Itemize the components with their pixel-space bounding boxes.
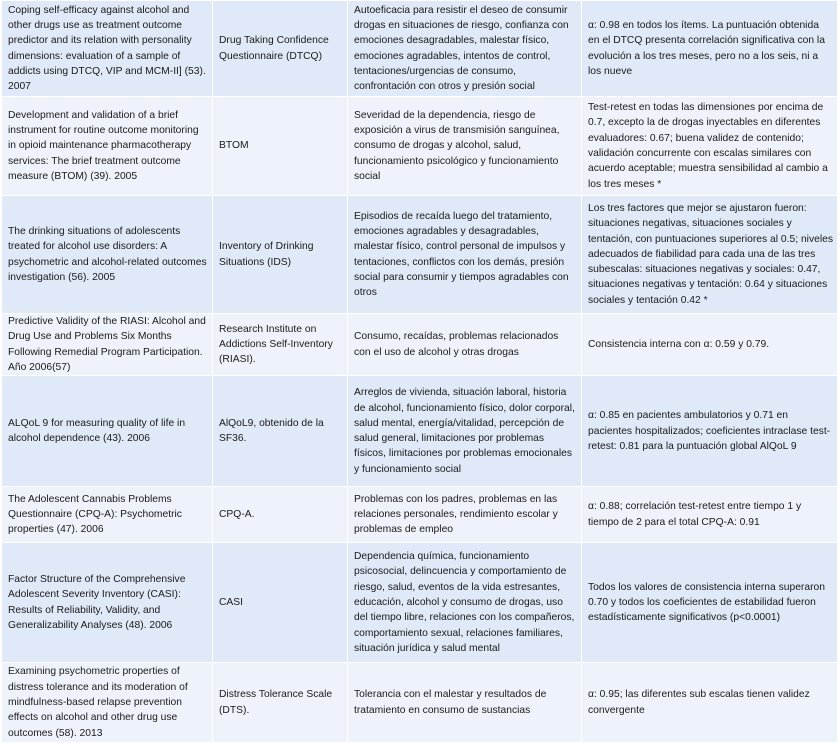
dimensions-cell: Autoeficacia para resistir el deseo de consumir drogas en situaciones de riesgo, confianza con emociones desagradables, malestar físico, emociones agradables, intentos de control, tentaciones/urgencias de consumo, confrontación con otros y presión social [348, 1, 582, 97]
study-cell: Development and validation of a brief instrument for routine outcome monitoring in opioid maintenance pharmacotherapy services: The brief treatment outcome measure (BTOM) (39). 2005 [2, 97, 213, 196]
table-row [2, 196, 838, 314]
table-row [2, 663, 838, 743]
table-row [2, 1, 838, 97]
dimensions-cell: Tolerancia con el malestar y resultados de tratamiento en consumo de sustancias [348, 663, 582, 743]
study-cell: Examining psychometric properties of distress tolerance and its moderation of mindfulness-based relapse prevention effects on alcohol and other drug use outcomes (58). 2013 [2, 663, 213, 743]
table-row [2, 376, 838, 487]
results-cell: α: 0.85 en pacientes ambulatorios y 0.71 en pacientes hospitalizados; coeficientes intraclase test-retest: 0.81 para la puntuación global AlQoL 9 [582, 376, 838, 487]
instrument-cell: Inventory of Drinking Situations (IDS) [213, 196, 348, 314]
study-cell: The drinking situations of adolescents treated for alcohol use disorders: A psychometric and alcohol-related outcomes investigation (56). 2005 [2, 196, 213, 314]
dimensions-cell: Problemas con los padres, problemas en las relaciones personales, rendimiento escolar y problemas de empleo [348, 487, 582, 543]
study-cell: Factor Structure of the Comprehensive Adolescent Severity Inventory (CASI): Results of Reliability, Validity, and Generalizability Analyses (48). 2006 [2, 543, 213, 663]
results-cell: α: 0.98 en todos los ítems. La puntuación obtenida en el DTCQ presenta correlación significativa con la evolución a los tres meses, pero no a los seis, ni a los nueve [582, 1, 838, 97]
results-cell: Todos los valores de consistencia interna superaron 0.70 y todos los coeficientes de estabilidad fueron estadísticamente significativos (p<0.0001) [582, 543, 838, 663]
results-cell: Test-retest en todas las dimensiones por encima de 0.7, excepto la de drogas inyectables en diferentes evaluadores: 0.67; buena validez de contenido; validación concurrente con escalas similares con acuerdo aceptable; muestra sensibilidad al cambio a los tres meses * [582, 97, 838, 196]
instrument-cell: Distress Tolerance Scale (DTS). [213, 663, 348, 743]
instrument-cell: BTOM [213, 97, 348, 196]
results-cell: Consistencia interna con α: 0.59 y 0.79. [582, 314, 838, 376]
dimensions-cell: Dependencia química, funcionamiento psicosocial, delincuencia y comportamiento de riesgo, salud, eventos de la vida estresantes, educación, alcohol y consumo de drogas, uso del tiempo libre, relaciones con los compañeros, comportamiento sexual, relaciones familiares, situación jurídica y salud mental [348, 543, 582, 663]
table-row [2, 314, 838, 376]
study-cell: Coping self-efficacy against alcohol and other drugs use as treatment outcome predictor and its relation with personality dimensions: evaluation of a sample of addicts using DTCQ, VIP and MCM-II] (53). 2007 [2, 1, 213, 97]
results-cell: α: 0.88; correlación test-retest entre tiempo 1 y tiempo de 2 para el total CPQ-A: 0.91 [582, 487, 838, 543]
psychometric-studies-table [1, 0, 838, 743]
dimensions-cell: Consumo, recaídas, problemas relacionados con el uso de alcohol y otras drogas [348, 314, 582, 376]
results-cell: α: 0.95; las diferentes sub escalas tienen validez convergente [582, 663, 838, 743]
instrument-cell: CASI [213, 543, 348, 663]
dimensions-cell: Severidad de la dependencia, riesgo de exposición a virus de transmisión sanguínea, consumo de drogas y alcohol, salud, funcionamiento psicológico y funcionamiento social [348, 97, 582, 196]
table-row [2, 487, 838, 543]
study-cell: Predictive Validity of the RIASI: Alcohol and Drug Use and Problems Six Months Following Remedial Program Participation. Año 2006(57) [2, 314, 213, 376]
instrument-cell: AlQoL9, obtenido de la SF36. [213, 376, 348, 487]
table-row [2, 97, 838, 196]
instrument-cell: Drug Taking Confidence Questionnaire (DTCQ) [213, 1, 348, 97]
results-cell: Los tres factores que mejor se ajustaron fueron: situaciones negativas, situaciones sociales y tentación, con puntuaciones superiores al 0.5; niveles adecuados de fiabilidad para cada una de las tres subescalas: situaciones negativas y sociales: 0.47, situaciones negativas y tentación: 0.64 y situaciones sociales y tentación 0.42 * [582, 196, 838, 314]
table-row [2, 543, 838, 663]
dimensions-cell: Arreglos de vivienda, situación laboral, historia de alcohol, funcionamiento físico, dolor corporal, salud mental, energía/vitalidad, percepción de salud general, limitaciones por problemas físicos, limitaciones por problemas emocionales y funcionamiento social [348, 376, 582, 487]
instrument-cell: Research Institute on Addictions Self-Inventory (RIASI). [213, 314, 348, 376]
dimensions-cell: Episodios de recaída luego del tratamiento, emociones agradables y desagradables, malestar físico, control personal de impulsos y tentaciones, conflictos con los demás, presión social para consumir y tiempos agradables con otros [348, 196, 582, 314]
study-cell: ALQoL 9 for measuring quality of life in alcohol dependence (43). 2006 [2, 376, 213, 487]
study-cell: The Adolescent Cannabis Problems Questionnaire (CPQ-A): Psychometric properties (47). 2006 [2, 487, 213, 543]
instrument-cell: CPQ-A. [213, 487, 348, 543]
